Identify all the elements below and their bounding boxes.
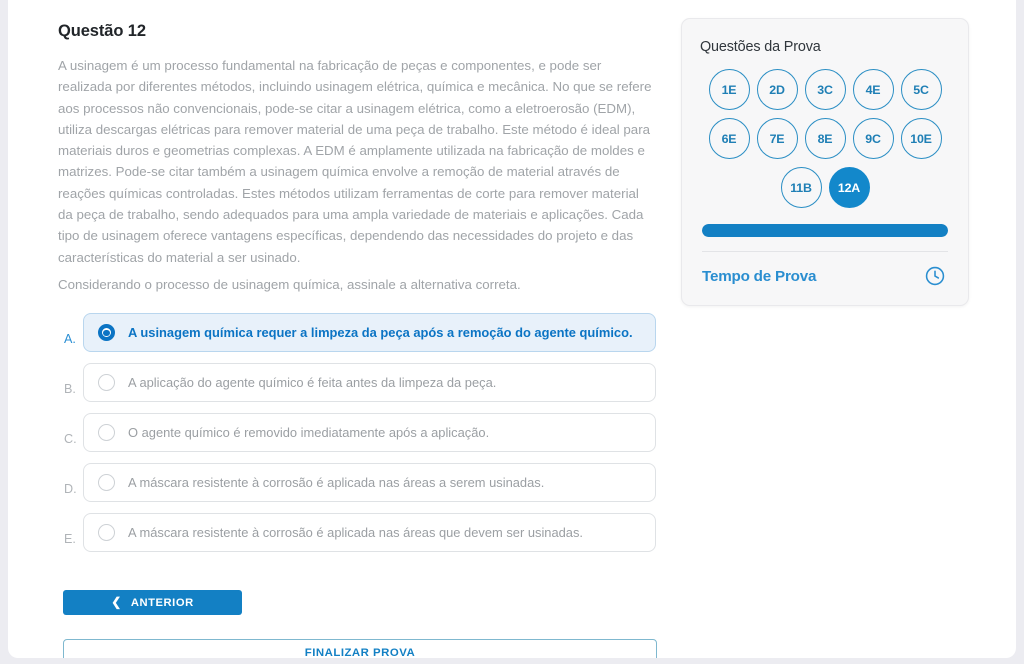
answer-option-b[interactable] bbox=[63, 363, 656, 402]
exam-progress-bar bbox=[702, 224, 948, 237]
finish-exam-label: FINALIZAR PROVA bbox=[304, 646, 416, 658]
exam-page-card bbox=[8, 0, 1016, 658]
question-nav-2[interactable]: 2D bbox=[757, 69, 798, 110]
option-text-e: A máscara resistente à corrosão é aplicada nas áreas que devem ser usinadas. bbox=[128, 525, 584, 541]
question-number-grid bbox=[700, 69, 950, 208]
option-box-a[interactable] bbox=[83, 313, 656, 352]
radio-button-d[interactable] bbox=[98, 474, 115, 491]
page-layout bbox=[8, 0, 1016, 658]
answer-option-c[interactable] bbox=[63, 413, 656, 452]
question-nav-10[interactable]: 10E bbox=[901, 118, 942, 159]
clock-icon bbox=[924, 265, 946, 287]
question-nav-9[interactable]: 9C bbox=[853, 118, 894, 159]
radio-button-e[interactable] bbox=[98, 524, 115, 541]
option-box-e[interactable] bbox=[83, 513, 656, 552]
page-title: Questão 12 bbox=[58, 22, 146, 40]
exam-time-label: Tempo de Prova bbox=[702, 267, 817, 285]
question-nav-5[interactable]: 5C bbox=[901, 69, 942, 110]
question-nav-8[interactable]: 8E bbox=[805, 118, 846, 159]
exam-progress-fill bbox=[702, 224, 948, 237]
radio-button-b[interactable] bbox=[98, 374, 115, 391]
answer-option-e[interactable] bbox=[63, 513, 656, 552]
option-letter-c: C. bbox=[64, 432, 77, 447]
question-instruction: Considerando o processo de usinagem química, assinale a alternativa correta. bbox=[58, 276, 521, 292]
exam-time-row bbox=[700, 252, 950, 291]
chevron-left-icon: ❮ bbox=[111, 595, 122, 610]
radio-button-a[interactable] bbox=[98, 324, 115, 341]
option-letter-d: D. bbox=[64, 482, 77, 497]
finish-exam-button[interactable] bbox=[63, 639, 657, 658]
option-letter-e: E. bbox=[64, 532, 76, 547]
option-letter-a: A. bbox=[64, 332, 76, 347]
answer-option-d[interactable] bbox=[63, 463, 656, 502]
question-nav-11[interactable]: 11B bbox=[781, 167, 822, 208]
question-nav-12[interactable]: 12A bbox=[829, 167, 870, 208]
exam-sidebar bbox=[656, 18, 969, 306]
option-box-c[interactable] bbox=[83, 413, 656, 452]
question-nav-7[interactable]: 7E bbox=[757, 118, 798, 159]
questions-navigator-card bbox=[681, 18, 969, 306]
option-text-b: A aplicação do agente químico é feita antes da limpeza da peça. bbox=[128, 375, 497, 391]
option-box-d[interactable] bbox=[83, 463, 656, 502]
question-nav-1[interactable]: 1E bbox=[709, 69, 750, 110]
answer-option-a[interactable] bbox=[63, 313, 656, 352]
answer-options-list bbox=[58, 313, 656, 552]
previous-question-button[interactable] bbox=[63, 590, 242, 615]
radio-button-c[interactable] bbox=[98, 424, 115, 441]
question-panel bbox=[8, 18, 656, 658]
option-text-c: O agente químico é removido imediatamente após a aplicação. bbox=[128, 425, 490, 441]
question-nav-4[interactable]: 4E bbox=[853, 69, 894, 110]
previous-question-label: ANTERIOR bbox=[130, 596, 194, 609]
option-text-d: A máscara resistente à corrosão é aplicada nas áreas a serem usinadas. bbox=[128, 475, 545, 491]
question-nav-6[interactable]: 6E bbox=[709, 118, 750, 159]
question-statement: A usinagem é um processo fundamental na fabricação de peças e componentes, e pode ser realizada por diferentes métodos, incluindo usinagem elétrica, química e mecânica. No que se refere aos processos não convencionais, pode-se citar a usinagem elétrica, como a eletroerosão (EDM), utiliza descargas elétricas para remover material de uma peça de trabalho. Este método é ideal para materiais duros e geometrias complexas. A EDM é amplamente utilizada na fabricação de moldes e matrizes. Pode-se citar também a usinagem química envolve a remoção de material através de reações químicas controladas. Estes métodos utilizam ferramentas de corte para remover material da peça de trabalho, sendo adequados para uma ampla variedade de materiais e aplicações. Cada tipo de usinagem oferece vantagens específicas, dependendo das necessidades do projeto e das características do material a ser usinado. bbox=[58, 58, 652, 265]
option-text-a: A usinagem química requer a limpeza da peça após a remoção do agente químico. bbox=[128, 325, 633, 341]
option-box-b[interactable] bbox=[83, 363, 656, 402]
questions-navigator-title: Questões da Prova bbox=[700, 39, 821, 55]
option-letter-b: B. bbox=[64, 382, 76, 397]
question-nav-3[interactable]: 3C bbox=[805, 69, 846, 110]
